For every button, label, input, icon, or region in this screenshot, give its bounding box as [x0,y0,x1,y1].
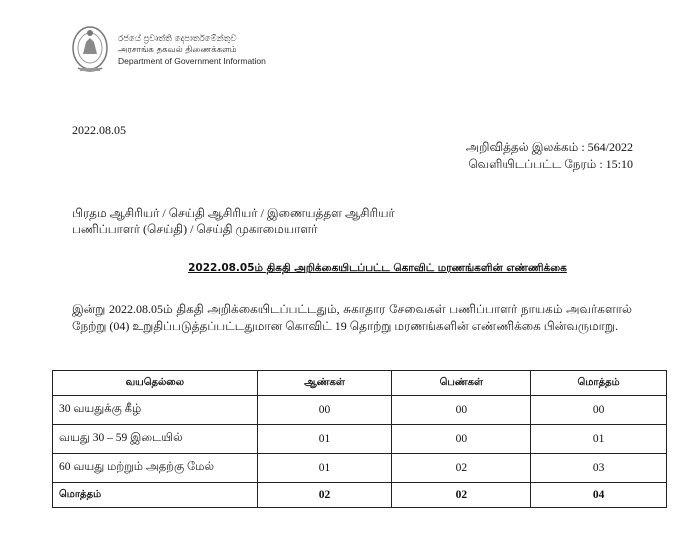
covid-deaths-table [52,370,667,508]
cell-total: 03 [531,454,667,483]
cell-female: 02 [392,454,531,483]
sri-lanka-emblem-icon [70,24,110,76]
reference-block [466,139,633,173]
table-header-row [53,371,667,396]
table-total-row [53,483,667,508]
department-name-english: Department of Government Information [118,55,266,66]
cell-male: 01 [257,425,392,454]
cell-total: 00 [531,396,667,425]
cell-female: 00 [392,425,531,454]
cell-age-group: 60 வயது மற்றும் அதற்கு மேல் [53,454,258,483]
total-female: 02 [392,483,531,508]
notice-number: அறிவித்தல் இலக்கம் : 564/2022 [465,140,633,154]
table-row [53,425,667,454]
header-male: ஆண்கள் [257,371,392,396]
letter-date: 2022.08.05 [72,123,126,137]
document-title-text: 2022.08.05ம் திகதி அறிக்கையிடப்பட்ட கொவிட் மரணங்களின் எண்ணிக்கை [188,262,567,274]
total-male: 02 [257,483,392,508]
letterhead [70,24,266,76]
header-age-group: வயதெல்லை [53,371,258,396]
recipients-line-1: பிரதம ஆசிரியர் / செய்தி ஆசிரியர் / இணையத்தள ஆசிரியர் [72,206,395,220]
recipients-block [72,205,395,237]
cell-male: 01 [257,454,392,483]
document-title [0,262,695,275]
cell-female: 00 [392,396,531,425]
table-row [53,396,667,425]
body-paragraph: இன்று 2022.08.05ம் திகதி அறிக்கையிடப்பட்டதும், சுகாதார சேவைகள் பணிப்பாளர் நாயகம் அவர்களால் நேற்று (04) உறுதிப்படுத்தப்பட்டதுமான கொவிட் 19 தொற்று மரணங்களின் எண்ணிக்கை பின்வருமாறு. [72,302,632,333]
cell-total: 01 [531,425,667,454]
release-time: வெளியிடப்பட்ட நேரம் : 15:10 [468,157,633,171]
department-name [118,34,266,67]
header-female: பெண்கள் [392,371,531,396]
recipients-line-2: பணிப்பாளர் (செய்தி) / செய்தி முகாமையாளர் [72,222,318,236]
department-name-tamil: அரசாங்க தகவல் திணைக்களம் [118,44,237,55]
cell-age-group: வயது 30 – 59 இடையில் [53,425,258,454]
cell-male: 00 [257,396,392,425]
total-label: மொத்தம் [53,483,258,508]
header-total: மொத்தம் [531,371,667,396]
total-all: 04 [531,483,667,508]
department-name-sinhala: රජයේ ප්‍රවෘත්ති දෙපාර්තමේන්තුව [118,33,237,44]
table-row [53,454,667,483]
cell-age-group: 30 வயதுக்கு கீழ் [53,396,258,425]
